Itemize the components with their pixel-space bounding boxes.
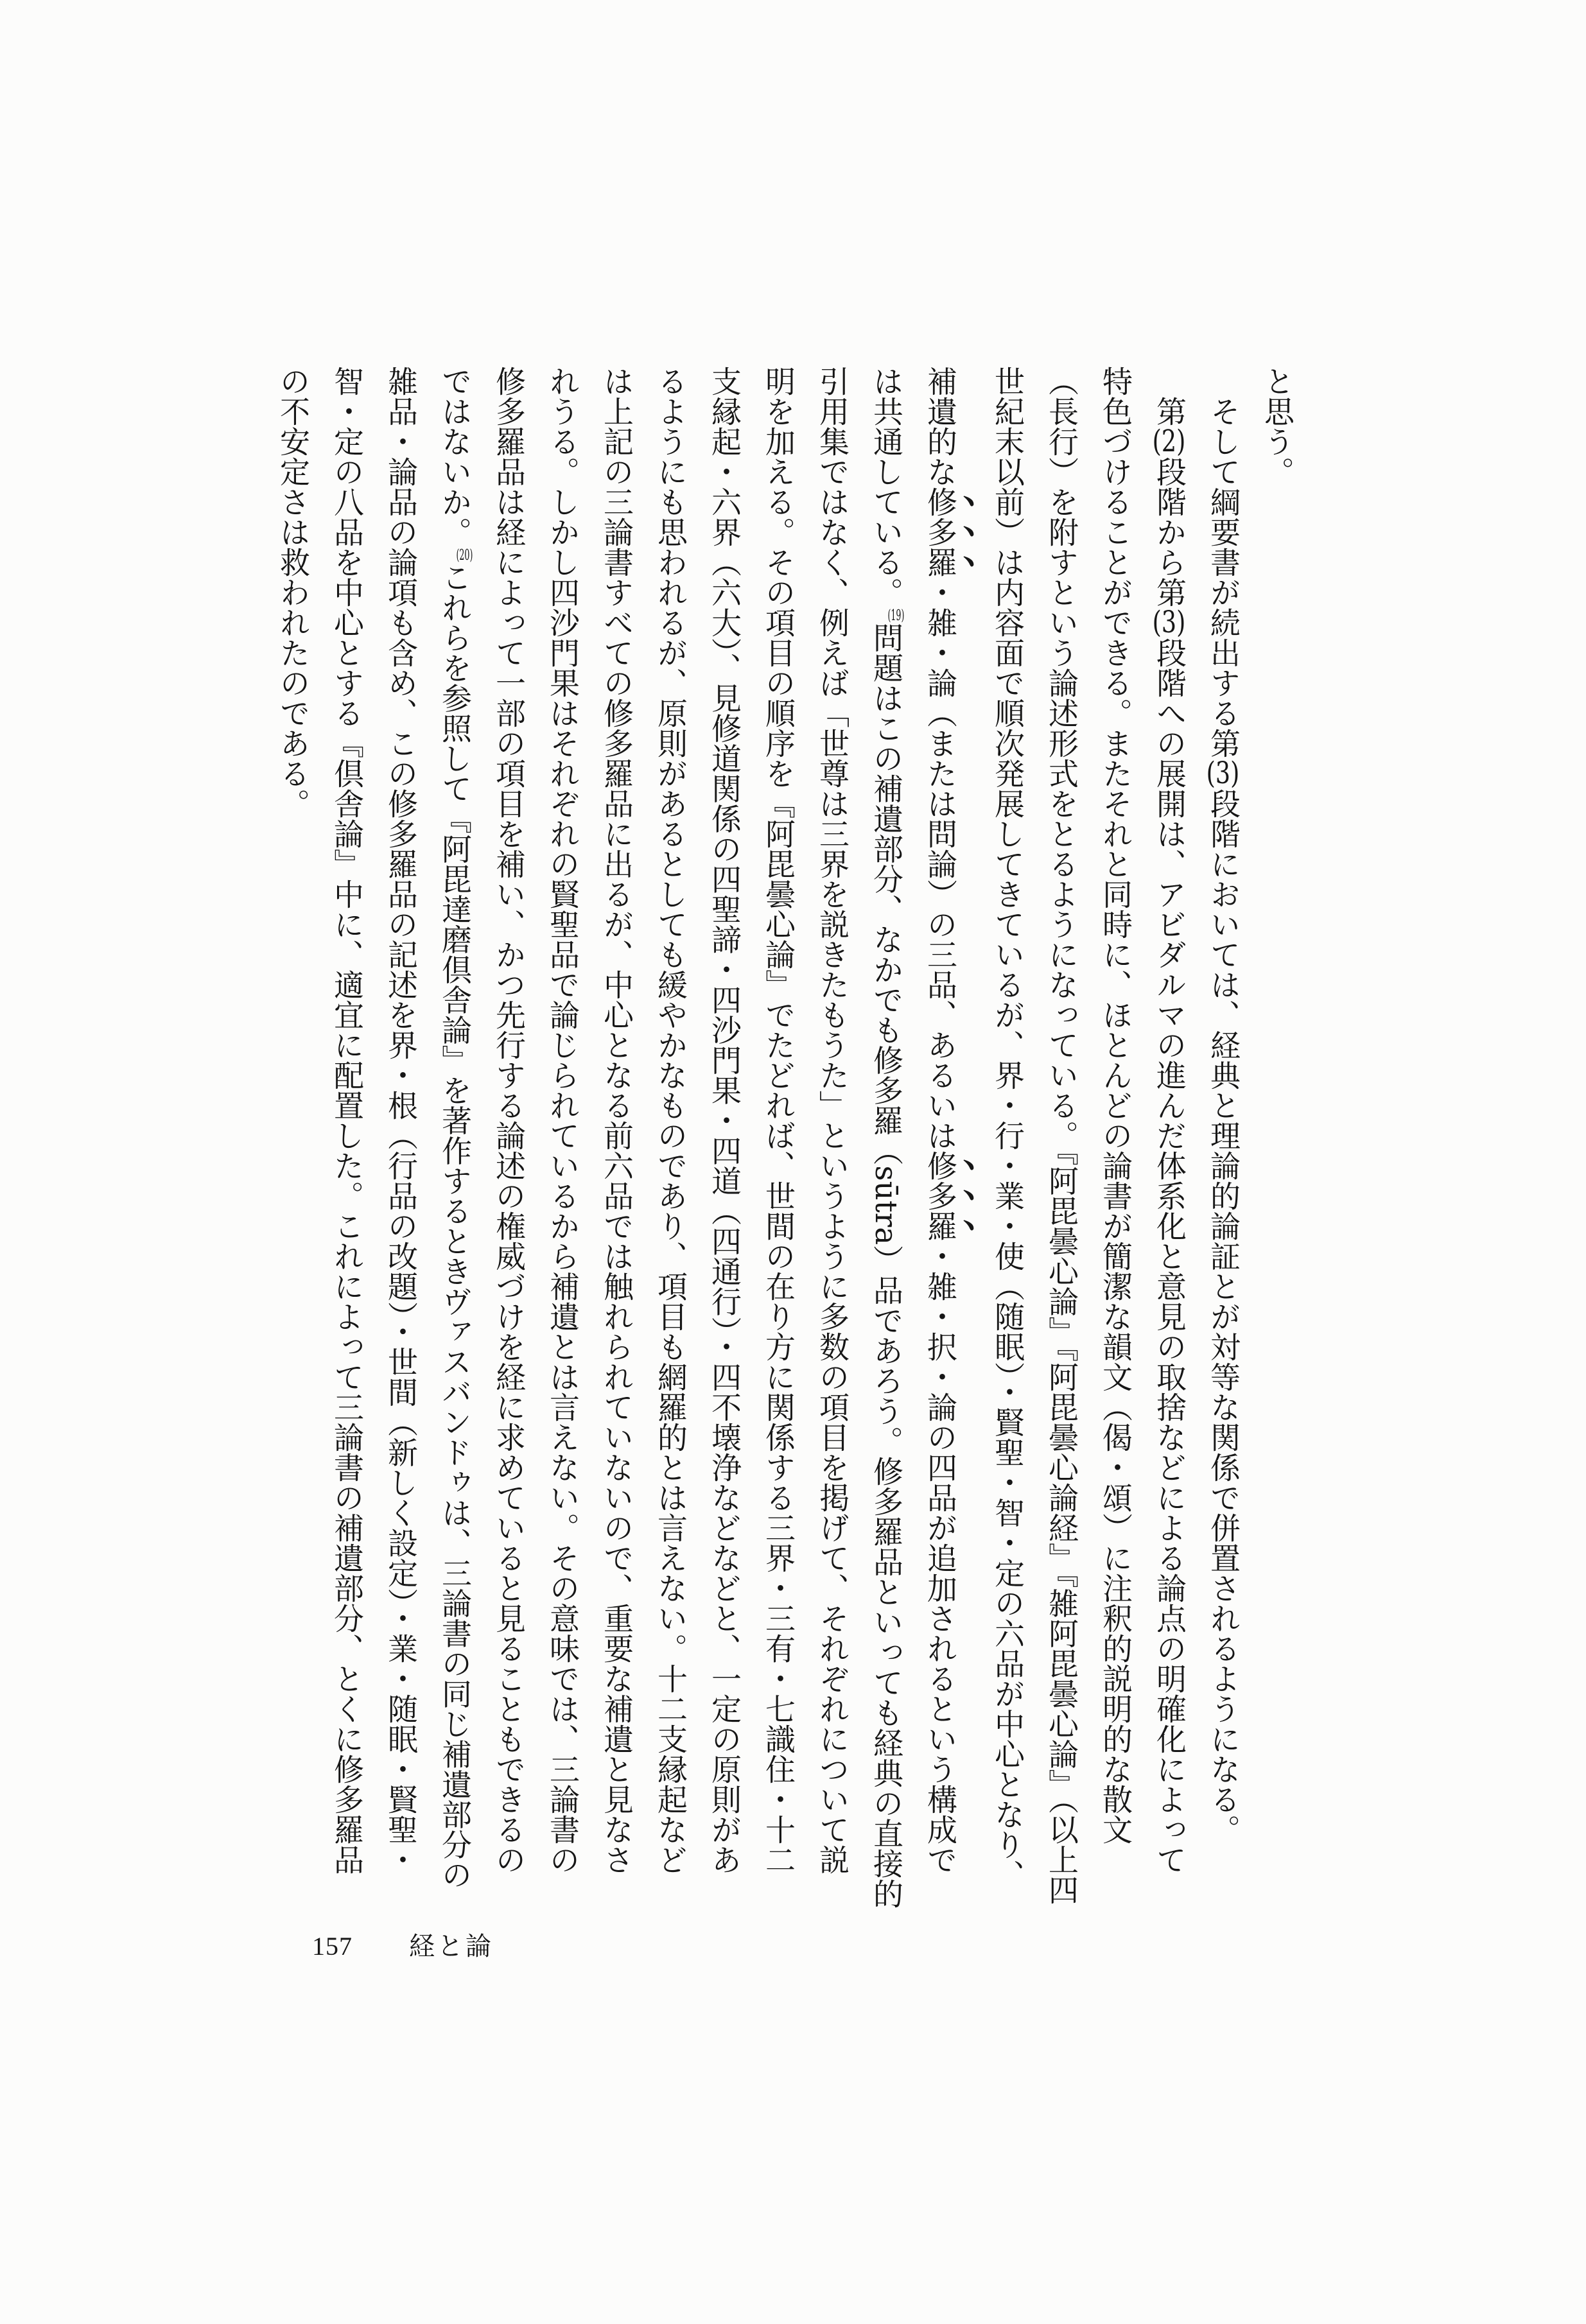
running-head: 経と論: [409, 1932, 494, 1961]
text-line: [535, 366, 589, 1920]
text-run: ・雑・択・論の四品が追加されるという構成で: [922, 1241, 957, 1875]
text-line: [1250, 366, 1303, 1920]
footnote-marker: (19): [887, 607, 905, 623]
text-line: [319, 366, 373, 1920]
page-number: 157: [312, 1932, 353, 1961]
upright-number: (3): [1206, 758, 1240, 788]
text-run: 問題はこの補遺部分、なかでも修多羅（sūtra）品であろう。修多羅品といっても経典の直接的: [868, 622, 903, 1909]
text-run: は共通している。: [868, 366, 903, 607]
text-run: ではないか。: [437, 366, 472, 547]
text-line: [751, 366, 805, 1920]
text-line: [265, 366, 319, 1920]
text-run: れうる。しかし四沙門果はそれぞれの賢聖品で論じられているから補遺とは言えない。その意味では、三論書の: [545, 366, 580, 1875]
text-run: 修多羅品は経によって一部の項目を補い、かつ先行する論述の権威づけを経に求めていると見ることもできるの: [491, 366, 526, 1875]
text-run: 世紀末以前）は内容面で順次発展してきているが、界・行・業・使（随眠）・賢聖・智・定の六品が中心となり、: [989, 366, 1025, 1890]
text-line: [1088, 366, 1142, 1920]
text-line: [912, 366, 980, 1920]
footnote-marker: (20): [456, 547, 473, 562]
text-run: 支縁起・六界（六大）、見修道関係の四聖諦・四沙門果・四道（四通行）・四不壊浄などなどと、一定の原則があ: [706, 366, 742, 1875]
emphasized-text: 修多羅: [922, 487, 957, 577]
page-footer: [312, 1931, 494, 1962]
upright-number: (2): [1152, 426, 1186, 456]
text-run: は上記の三論書すべての修多羅品に出るが、中心となる前六品では触れられていないので、重要な補遺と見なさ: [598, 366, 634, 1875]
upright-number: (3): [1152, 607, 1186, 637]
text-line: [980, 366, 1034, 1920]
text-line: [589, 366, 643, 1920]
text-line: [643, 366, 697, 1920]
text-line: [858, 366, 912, 1920]
text-run: 段階から第: [1151, 456, 1187, 607]
text-run: ・雑・論（または問論）の三品、あるいは: [922, 577, 957, 1150]
text-run: るようにも思われるが、原則があるとしても緩やかなものであり、項目も網羅的とは言えない。十二支縁起など: [652, 366, 688, 1875]
text-line: [1142, 366, 1196, 1920]
text-run: これらを参照して『阿毘達磨倶舎論』を著作するときヴァスバンドゥは、三論書の同じ補遺部分の: [437, 562, 472, 1890]
text-run: 特色づけることができる。またそれと同時に、ほとんどの論書が簡潔な韻文（偈・頌）に注釈的説明的な散文: [1097, 366, 1133, 1844]
body-text: [275, 366, 1303, 1920]
text-run: 第: [1151, 396, 1187, 426]
text-line: [697, 366, 751, 1920]
text-run: 智・定の八品を中心とする『倶舎論』中に、適宜に配置した。これによって三論書の補遺部分、とくに修多羅品: [329, 366, 364, 1875]
text-run: 段階においては、経典と理論的論証とが対等な関係で併置されるようになる。: [1205, 788, 1241, 1844]
text-run: そして綱要書が続出する第: [1205, 396, 1241, 758]
text-run: 段階への展開は、アビダルマの進んだ体系化と意見の取捨などによる論点の明確化によって: [1151, 637, 1187, 1875]
text-run: と思う。: [1259, 366, 1294, 487]
text-run: 明を加える。その項目の順序を『阿毘曇心論』でたどれば、世間の在り方に関係する三界・三有・七識住・十二: [760, 366, 796, 1875]
text-run: （長行）を附すという論述形式をとるようになっている。『阿毘曇心論』『阿毘曇心論経』『雑阿毘曇心論』（以上四: [1043, 366, 1079, 1905]
text-run: 補遺的な: [922, 366, 957, 487]
text-run: 雑品・論品の論項も含め、この修多羅品の記述を界・根（行品の改題）・世間（新しく設定）・業・随眠・賢聖・: [383, 366, 418, 1875]
text-line: [1196, 366, 1250, 1920]
text-line: [1034, 366, 1088, 1920]
text-line: [427, 366, 481, 1920]
text-run: 引用集ではなく、例えば「世尊は三界を説きたもうた」というように多数の項目を掲げて、それぞれについて説: [814, 366, 850, 1875]
text-line: [481, 366, 535, 1920]
text-line: [805, 366, 858, 1920]
text-run: の不安定さは救われたのである。: [275, 366, 310, 819]
text-line: [373, 366, 427, 1920]
emphasized-text: 修多羅: [922, 1150, 957, 1241]
